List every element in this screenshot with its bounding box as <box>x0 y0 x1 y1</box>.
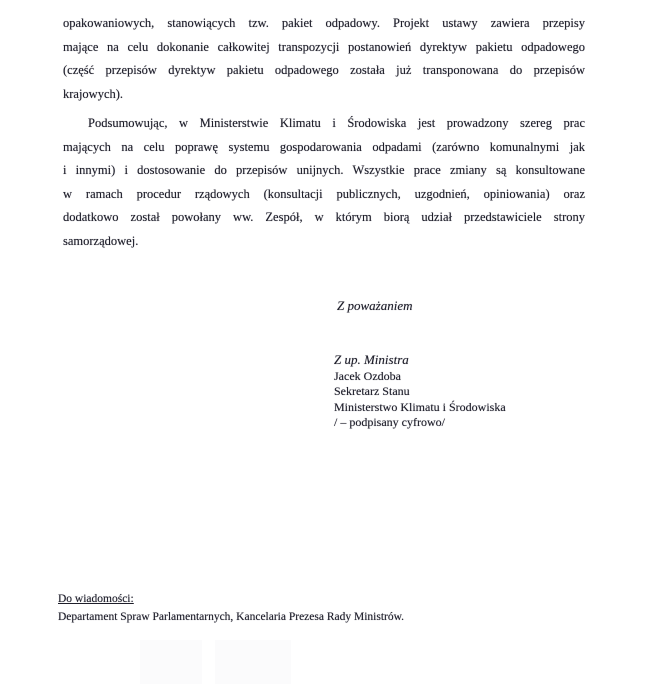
signature-organization: Ministerstwo Klimatu i Środowiska <box>334 399 506 414</box>
text-line: krajowych). <box>63 86 124 101</box>
text-line: mających na celu poprawę systemu gospodarowania odpadami (zarówno komunalnymi jak <box>63 139 585 154</box>
paragraph-1 <box>63 12 585 106</box>
paragraph-2 <box>63 112 585 253</box>
digital-signature-note: / – podpisany cyfrowo/ <box>334 415 445 429</box>
text-line: (część przepisów dyrektyw pakietu odpadowego została już transponowana do przepisów <box>63 63 585 77</box>
closing-salutation: Z poważaniem <box>337 298 413 313</box>
text-line: opakowaniowych, stanowiących tzw. pakiet odpadowy. Projekt ustawy zawiera przepisy <box>63 16 585 30</box>
text-line: w ramach procedur rządowych (konsultacji publicznych, uzgodnień, opiniowania) oraz <box>63 186 585 201</box>
cc-section <box>58 591 404 626</box>
signature-name: Jacek Ozdoba <box>334 368 401 383</box>
letter-body <box>63 12 585 253</box>
text-line: samorządowej. <box>63 233 139 248</box>
cc-recipient: Departament Spraw Parlamentarnych, Kancelaria Prezesa Rady Ministrów. <box>58 610 405 623</box>
scan-artifact <box>140 640 202 684</box>
signature-authorization: Z up. Ministra <box>334 352 409 367</box>
scan-artifact <box>215 640 291 684</box>
text-line: mające na celu dokonanie całkowitej transpozycji postanowień dyrektyw pakietu odpadowego <box>63 39 585 54</box>
text-line: dodatkowo został powołany ww. Zespół, w którym biorą udział przedstawiciele strony <box>63 210 585 224</box>
text-line: i innymi) i dostosowanie do przepisów unijnych. Wszystkie prace zmiany są konsultowane <box>63 163 585 177</box>
cc-heading: Do wiadomości: <box>58 593 134 605</box>
signature-title: Sekretarz Stanu <box>334 384 410 398</box>
text-line: Podsumowując, w Ministerstwie Klimatu i Środowiska jest prowadzony szereg prac <box>88 116 585 130</box>
signature-block <box>334 352 506 431</box>
